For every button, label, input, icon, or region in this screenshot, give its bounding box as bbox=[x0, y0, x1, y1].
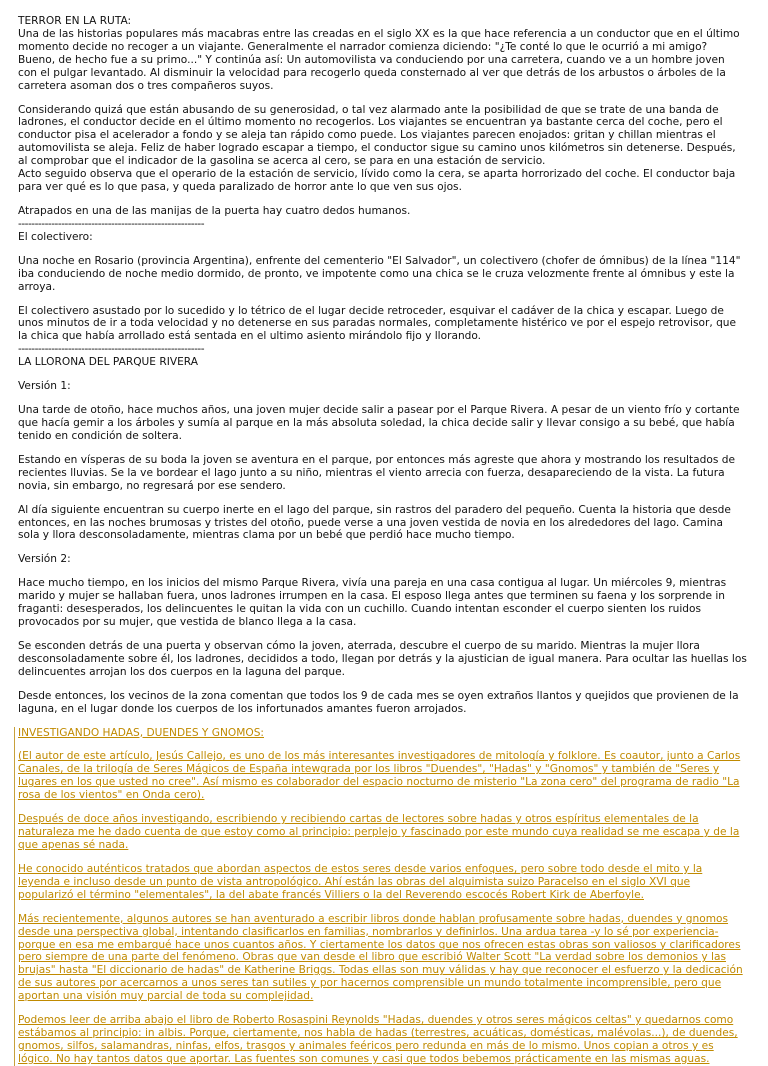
paragraph: Atrapados en una de las manijas de la puerta hay cuatro dedos humanos. bbox=[18, 204, 411, 217]
story-terror-en-la-ruta bbox=[18, 15, 747, 231]
paragraph: Acto seguido observa que el operario de la estación de servicio, lívido como la cera, se aparta horrorizado del coche. El conductor baja para ver qué es lo que pasa, y queda paralizado de horror ante lo que ven sus ojos. bbox=[18, 168, 736, 194]
paragraph: El colectivero asustado por lo sucedido y lo tétrico de el lugar decide retroceder, esquivar el cadáver de la chica y escapar. Luego de unos minutos de ir a toda velocidad y no detenerse en sus paradas normales, completamente histérico ve por el espejo retrovisor, que la chica que había arrollado está sentada en el ultimo asiento mirándolo fijo y llorando. bbox=[18, 304, 737, 343]
paragraph: Estando en vísperas de su boda la joven se aventura en el parque, por entonces más agreste que ahora y mostrando los resultados de recientes lluvias. Se la ve bordear el lago junto a su niño, mientras el viento arrecia con fuerza, desapareciendo de la vista. La futura novia, sin embargo, no regresará por ese sendero. bbox=[18, 453, 735, 492]
story-el-colectivero bbox=[18, 231, 747, 356]
story-title: TERROR EN LA RUTA: bbox=[18, 15, 132, 27]
separator-line: -------------------------------------------------------- bbox=[18, 217, 205, 230]
article-link-block[interactable] bbox=[14, 727, 747, 1066]
article-paragraph-link[interactable]: He conocido auténticos tratados que abordan aspectos de estos seres desde varios enfoques, pero sobre todo desde el mito y la leyenda e incluso desde un punto de vista antropológico. Ahí están las obras del alquimista suizo Paracelso en el siglo XVI que popularizó el término "elementales", la del abate francés Villiers o la del Reverendo escocés Robert Kirk de Aberfoyle. bbox=[18, 862, 703, 901]
paragraph: Se esconden detrás de una puerta y observan cómo la joven, aterrada, descubre el cuerpo de su marido. Mientras la mujer llora desconsoladamente sobre él, los ladrones, decididos a todo, llegan por detrás y la ajustician de igual manera. Para ocultar las huellas los delincuentes arrojan los dos cuerpos en la laguna del parque. bbox=[18, 639, 747, 678]
version-label: Versión 2: bbox=[18, 553, 71, 566]
paragraph: Una tarde de otoño, hace muchos años, una joven mujer decide salir a pasear por el Parque Rivera. A pesar de un viento frío y cortante que hacía gemir a los árboles y sumía al parque en la más absoluta soledad, la chica decide salir y llevar consigo a su bebé, que había tenido en condición de soltera. bbox=[18, 404, 740, 442]
paragraph: Una noche en Rosario (provincia Argentina), enfrente del cementerio "El Salvador", un colectivero (chofer de ómnibus) de la línea "114" iba conduciendo de noche medio dormido, de pronto, ve impotente como una chica se le cruza velozmente frente al ómnibus y este la arroya. bbox=[18, 254, 741, 293]
paragraph: Una de las historias populares más macabras entre las creadas en el siglo XX es la que hace referencia a un conductor que en el último momento decide no recoger a un viajante. Generalmente el narrador comienza diciendo: "¿Te conté lo que le ocurrió a mi amigo? Bueno, de hecho fue a su primo..." Y continúa así: Un automovilista va conduciendo por una carretera, cuando ve a un hombre joven con el pulgar levantado. Al disminuir la velocidad para recogerlo queda consternado al ver que detrás de los arbustos o árboles de la carretera asoman dos o tres compañeros suyos. bbox=[18, 27, 740, 92]
paragraph: Considerando quizá que están abusando de su generosidad, o tal vez alarmado ante la posibilidad de que se trate de una banda de ladrones, el conductor decide en el último momento no recogerlos. Los viajantes se encuentran ya bastante cerca del coche, pero el conductor pisa el acelerador a fondo y se aleja tan rápido como puede. Los viajantes parecen enojados: gritan y chillan mientras el automovilista se aleja. Feliz de haber logrado escapar a tiempo, el conductor sigue su camino unos kilómetros sin detenerse. Después, al comprobar que el indicador de la gasolina se acerca al cero, se para en una estación de servicio. bbox=[18, 103, 736, 168]
paragraph: Desde entonces, los vecinos de la zona comentan que todos los 9 de cada mes se oyen extraños llantos y quejidos que provienen de la laguna, en el lugar donde los cuerpos de los infortunados amantes fueron arrojados. bbox=[18, 689, 739, 715]
article-title-link[interactable]: INVESTIGANDO HADAS, DUENDES Y GNOMOS: bbox=[18, 726, 264, 739]
paragraph: Al día siguiente encuentran su cuerpo inerte en el lago del parque, sin rastros del paradero del pequeño. Cuenta la historia que desde entonces, en las noches brumosas y tristes del otoño, puede verse a una joven vestida de novia en los alrededores del lago. Camina sola y llora desconsoladamente, mientras clama por un bebé que perdió hace mucho tiempo. bbox=[18, 503, 731, 542]
paragraph: Hace mucho tiempo, en los inicios del mismo Parque Rivera, vivía una pareja en una casa contigua al lugar. Un miércoles 9, mientras marido y mujer se hallaban fuera, unos ladrones irrumpen en la casa. El esposo llega antes que terminen su faena y los sorprende in fraganti: desesperados, los delincuentes le quitan la vida con un cuchillo. Cuando intentan esconder el cuerpo sienten los ruidos provocados por su mujer, que vestida de blanco llega a la casa. bbox=[18, 577, 727, 629]
separator-line: -------------------------------------------------------- bbox=[18, 343, 205, 356]
story-title: LA LLORONA DEL PARQUE RIVERA bbox=[18, 356, 198, 369]
article-paragraph-link[interactable]: (El autor de este artículo, Jesús Callejo, es uno de los más interesantes investigadores de mitología y folklore. Es coautor, junto a Carlos Canales, de la trilogía de Seres Mágicos de España intewgrada por los libros "Duendes", "Hadas" y "Gnomos" y también de "Seres y lugares en los que usted no cree". Así mismo es colaborador del espacio nocturno de misterio "La zona cero" del programa de radio "La rosa de los vientos" en Onda cero). bbox=[18, 750, 741, 802]
story-la-llorona bbox=[18, 356, 747, 715]
article-paragraph-link[interactable]: Podemos leer de arriba abajo el libro de Roberto Rosaspini Reynolds "Hadas, duendes y otros seres mágicos celtas" y quedarnos como estábamos al principio: in albis. Porque, ciertamente, nos habla de hadas (terrestres, acuáticas, domésticas, malévolas...), de duendes, gnomos, silfos, salamandras, ninfas, elfos, trasgos y animales feéricos pero redunda en más de lo mismo. Unos copian a otros y es lógico. No hay tantos datos que aportar. Las fuentes son comunes y casi que todos bebemos prácticamente en las mismas aguas. bbox=[18, 1014, 738, 1065]
version-label: Versión 1: bbox=[18, 380, 71, 393]
article-paragraph-link[interactable]: Después de doce años investigando, escribiendo y recibiendo cartas de lectores sobre hadas y otros espíritus elementales de la naturaleza me he dado cuenta de que estoy como al principio: perplejo y fascinado por este mundo cuya realidad se me escapa y de la que apenas sé nada. bbox=[18, 813, 740, 852]
article-paragraph-link[interactable]: Más recientemente, algunos autores se han aventurado a escribir libros donde hablan profusamente sobre hadas, duendes y gnomos desde una perspectiva global, intentando clasificarlos en familias, nombrarlos y definirlos. Una ardua tarea -y lo sé por experiencia- porque en esa me embarqué hace unos cuantos años. Y ciertamente los datos que nos ofrecen estas obras son valiosos y clarificadores pero siempre de una parte del fenómeno. Obras que van desde el libro que escribió Walter Scott "La verdad sobre los demonios y las brujas" hasta "El diccionario de hadas" de Katherine Briggs. Todas ellas son muy válidas y hay que reconocer el esfuerzo y la dedicación de sus autores por acercarnos a unos seres tan sutiles y por hacernos comprensible un mundo totalmente incomprensible, pero que aportan una visión muy parcial de toda su complejidad. bbox=[18, 912, 743, 1003]
story-title: El colectivero: bbox=[18, 230, 93, 243]
